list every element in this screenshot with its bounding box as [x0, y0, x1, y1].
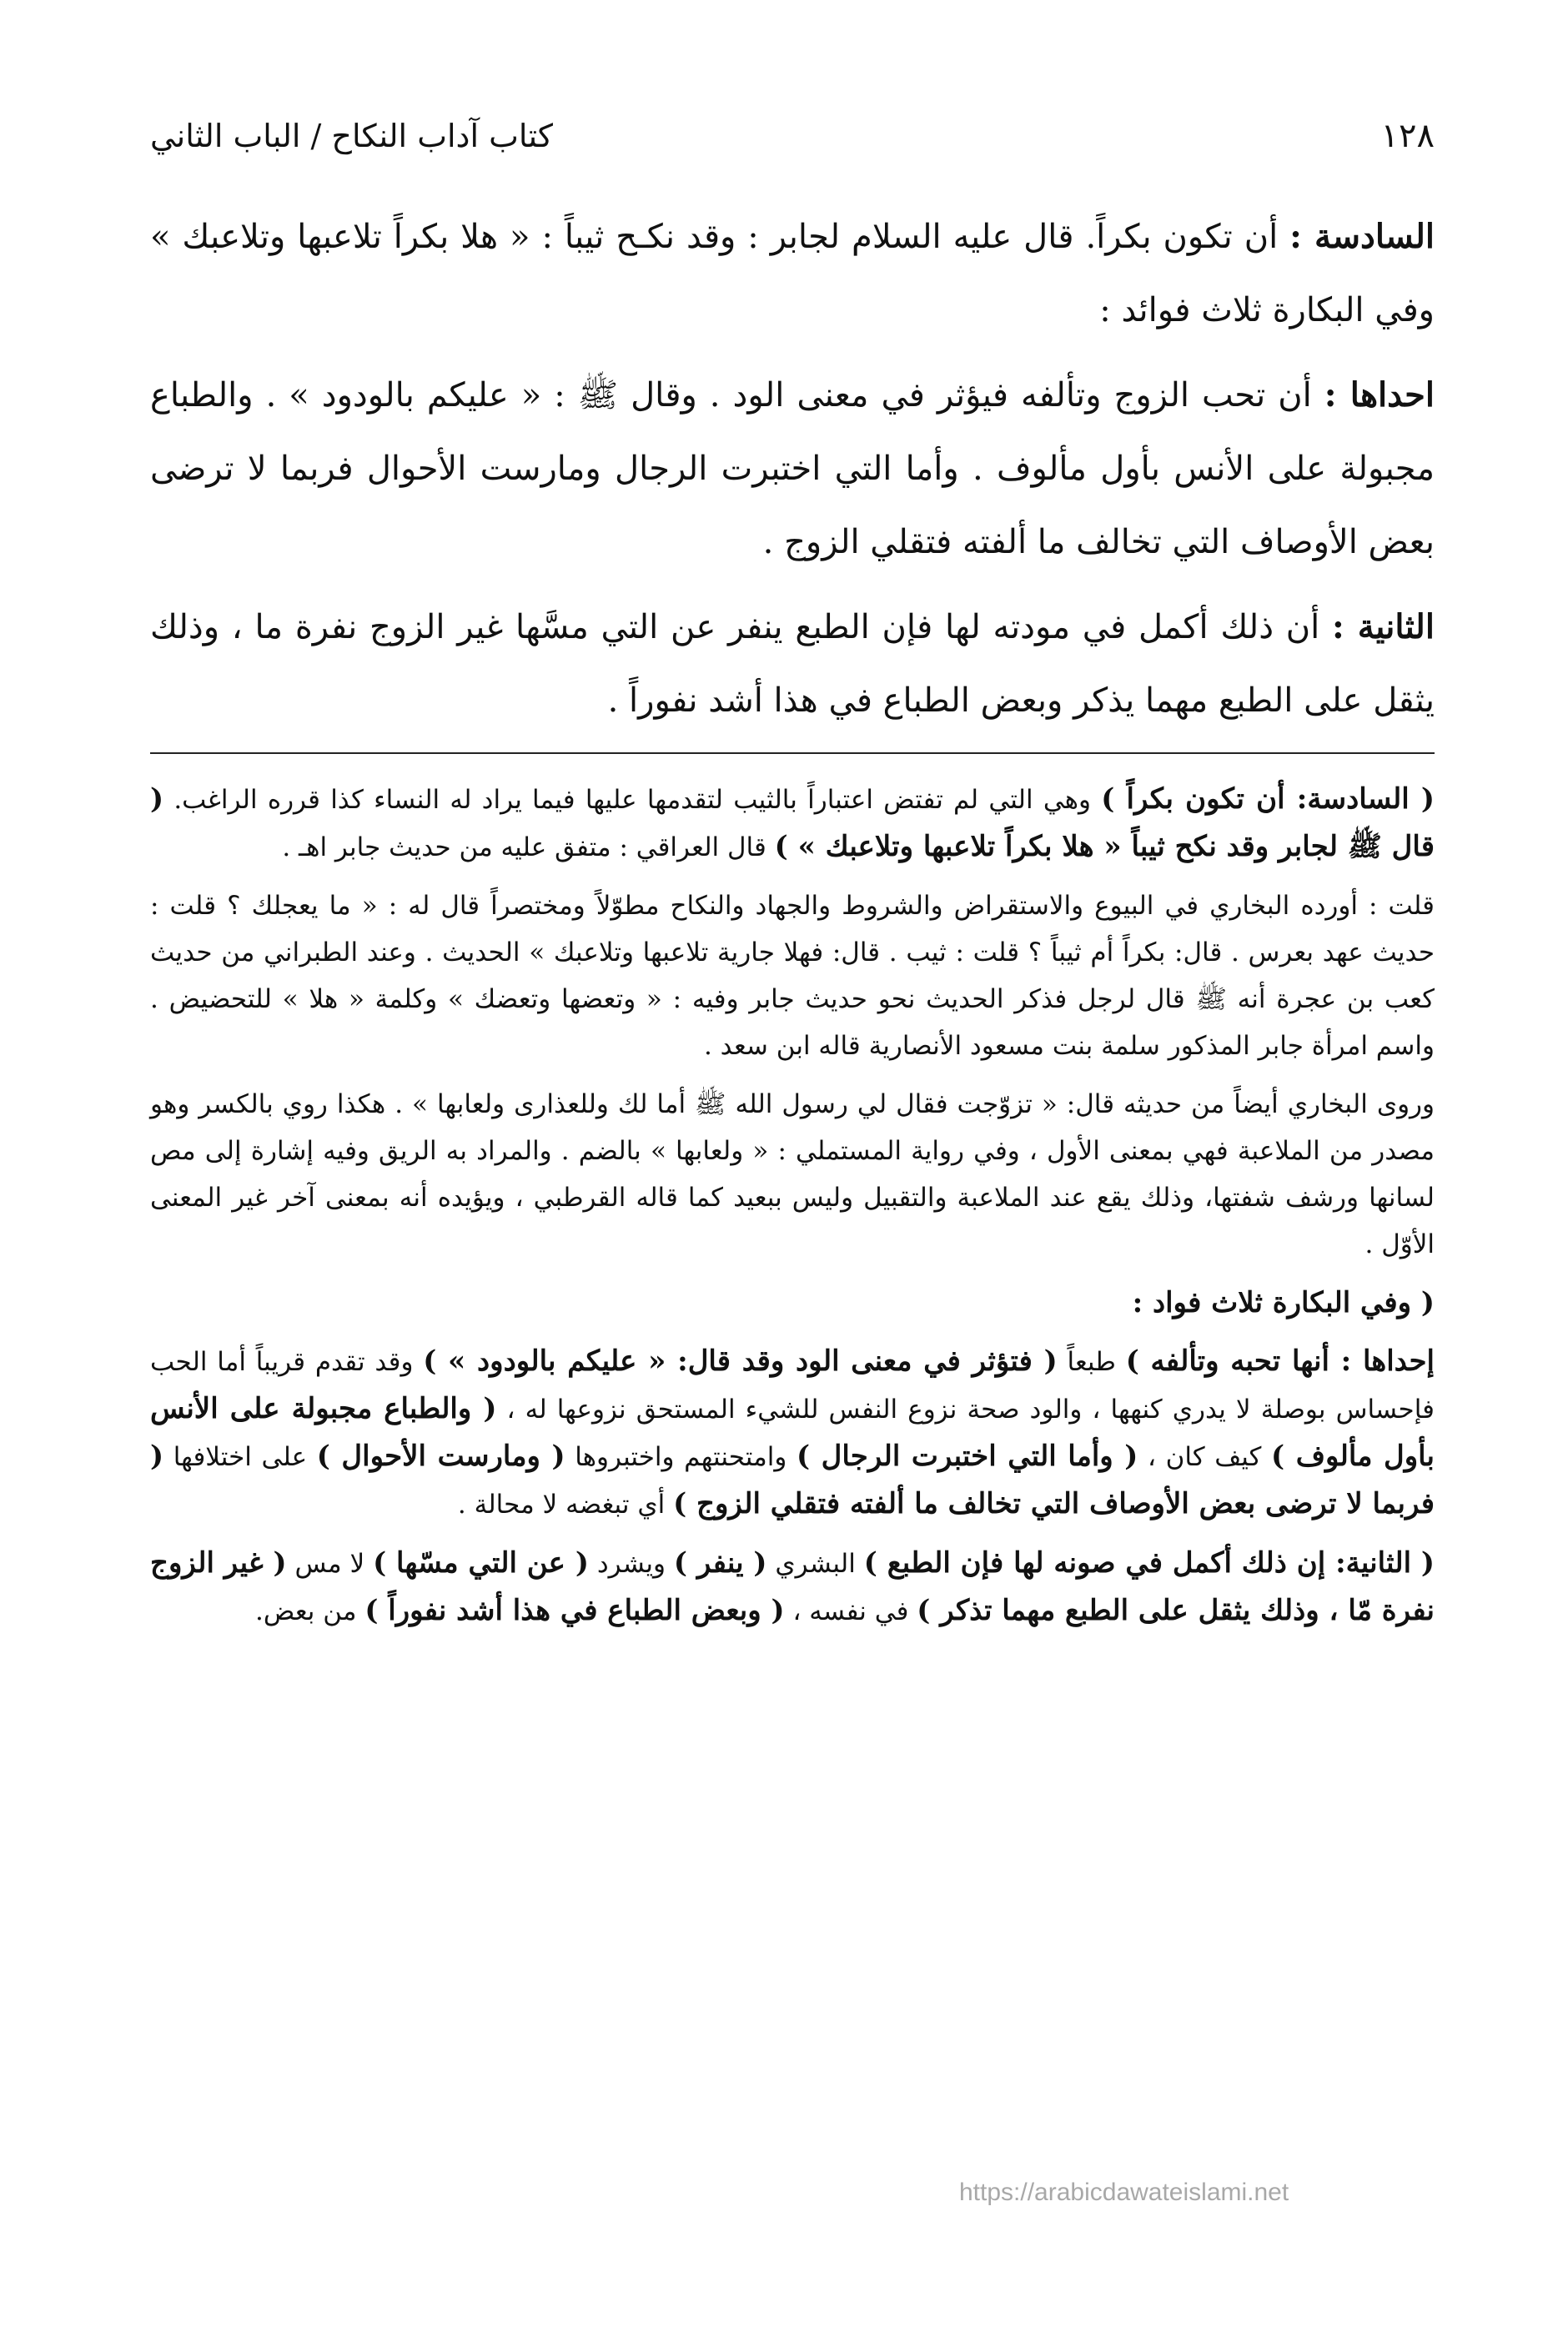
separator-rule	[150, 752, 1435, 754]
commentary-text: البشري	[766, 1549, 864, 1579]
paragraph-text: أن تحب الزوج وتألفه فيؤثر في معنى الود . وقال ﷺ : « عليكم بالودود » . والطباع مجبولة على الأنس بأول مألوف . وأما التي اختبرت الرجال ومارست الأحوال فربما لا ترضى بعض الأوصاف التي تخالف ما ألفته فتقلي الزوج .	[150, 376, 1435, 561]
main-paragraph-sixth	[150, 200, 1435, 347]
commentary-text: طبعاً	[1057, 1347, 1126, 1377]
quoted-matn: ( والطباع مجبولة على الأنس بأول مألوف )	[150, 1392, 1435, 1473]
commentary-text: على اختلافها	[163, 1442, 317, 1472]
commentary-text: لا مس	[286, 1549, 374, 1579]
paragraph-label: السادسة :	[1289, 217, 1435, 256]
quoted-matn: ( الثانية: إن ذلك أكمل في صونه لها فإن الطبع )	[863, 1546, 1435, 1580]
quoted-matn: ( وبعض الطباع في هذا أشد نفوراً )	[364, 1594, 785, 1627]
quoted-matn: ( فربما لا ترضى بعض الأوصاف التي تخالف ما ألفته فتقلي الزوج )	[150, 1440, 1435, 1520]
commentary-paragraph-1	[150, 776, 1435, 871]
book-page	[150, 117, 1435, 2252]
commentary-text: قال العراقي : متفق عليه من حديث جابر اهـ .	[282, 832, 775, 862]
commentary-text: وامتحنتهم واختبروها	[565, 1442, 797, 1472]
commentary-paragraph-4	[150, 1338, 1435, 1528]
quoted-matn: ( قال ﷺ لجابر وقد نكح ثيباً « هلا بكراً تلاعبها وتلاعبك » )	[150, 782, 1435, 863]
quoted-matn: إحداها : أنها تحبه وتألفه )	[1125, 1344, 1435, 1378]
page-header	[150, 117, 1435, 192]
quoted-matn: ( وأما التي اختبرت الرجال )	[796, 1440, 1138, 1473]
main-paragraph-second-benefit	[150, 591, 1435, 737]
quoted-matn: ( غير الزوج نفرة مّا ، وذلك يثقل على الطبع مهما تذكر )	[150, 1546, 1435, 1627]
commentary-heading: ( وفي البكارة ثلاث فواد :	[1132, 1286, 1435, 1319]
commentary-text: من بعض.	[255, 1596, 365, 1626]
commentary-text: ويشرد	[588, 1549, 674, 1579]
paragraph-text: أن ذلك أكمل في مودته لها فإن الطبع ينفر عن التي مسَّها غير الزوج نفرة ما ، وذلك يثقل على الطبع مهما يذكر وبعض الطباع في هذا أشد نفوراً .	[150, 608, 1435, 720]
paragraph-label: الثانية :	[1332, 607, 1435, 646]
paragraph-text: أن تكون بكراً. قال عليه السلام لجابر : وقد نكـح ثيباً : « هلا بكراً تلاعبها وتلاعبك » وفي البكارة ثلاث فوائد :	[150, 218, 1435, 329]
quoted-matn: ( ينفر )	[673, 1546, 767, 1580]
quoted-matn: ( ومارست الأحوال )	[316, 1440, 565, 1473]
watermark-url: https://arabicdawateislami.net	[959, 2179, 1289, 2206]
commentary-paragraph-2: قلت : أورده البخاري في البيوع والاستقراض والشروط والجهاد والنكاح مطوّلاً ومختصراً قال له : « ما يعجلك ؟ قلت : حديث عهد بعرس . قال: بكراً أم ثيباً ؟ قلت : ثيب . قال: فهلا جارية تلاعبها وتلاعبك » الحديث . وعند الطبراني من حديث كعب بن عجرة أنه ﷺ قال لرجل فذكر الحديث نحو حديث جابر وفيه : « وتعضها وتعضك » وكلمة « هلا » للتحضيض . واسم امرأة جابر المذكور سلمة بنت مسعود الأنصارية قاله ابن سعد .	[150, 891, 1435, 1061]
commentary-text: وهي التي لم تفتض اعتباراً بالثيب لتقدمها عليها فيما يراد له النساء كذا قرره الراغب.	[163, 785, 1102, 815]
page-number: ١٢٨	[1380, 117, 1435, 155]
quoted-matn: ( فتؤثر في معنى الود وقد قال: « عليكم بالودود » )	[423, 1344, 1058, 1378]
paragraph-label: احداها :	[1324, 375, 1435, 415]
commentary-text: أي تبغضه لا محالة .	[457, 1490, 674, 1520]
commentary	[150, 776, 1435, 1635]
main-text	[150, 200, 1435, 737]
main-paragraph-first-benefit	[150, 359, 1435, 579]
commentary-paragraph-5	[150, 1540, 1435, 1635]
quoted-matn: ( السادسة: أن تكون بكراً )	[1101, 782, 1435, 816]
commentary-text: كيف كان ،	[1138, 1442, 1272, 1472]
quoted-matn: ( عن التي مسّها )	[373, 1546, 589, 1580]
commentary-text: وقد تقدم قريباً أما الحب فإحساس بوصلة لا يدري كنهها ، والود صحة نزوع النفس للشيء المستحق نزوعها له ،	[150, 1347, 1435, 1425]
commentary-paragraph-3: وروى البخاري أيضاً من حديثه قال: « تزوّجت فقال لي رسول الله ﷺ أما لك وللعذارى ولعابها » . هكذا روي بالكسر وهو مصدر من الملاعبة فهي بمعنى الأول ، وفي رواية المستملي : « ولعابها » بالضم . والمراد به الريق وفيه إشارة إلى مص لسانها ورشف شفتها، وذلك يقع عند الملاعبة والتقبيل وليس ببعيد كما قاله القرطبي ، ويؤيده أنه بمعنى آخر غير المعنى الأوّل .	[150, 1089, 1435, 1259]
commentary-text: في نفسه ،	[784, 1596, 917, 1626]
running-title: كتاب آداب النكاح / الباب الثاني	[150, 118, 553, 154]
